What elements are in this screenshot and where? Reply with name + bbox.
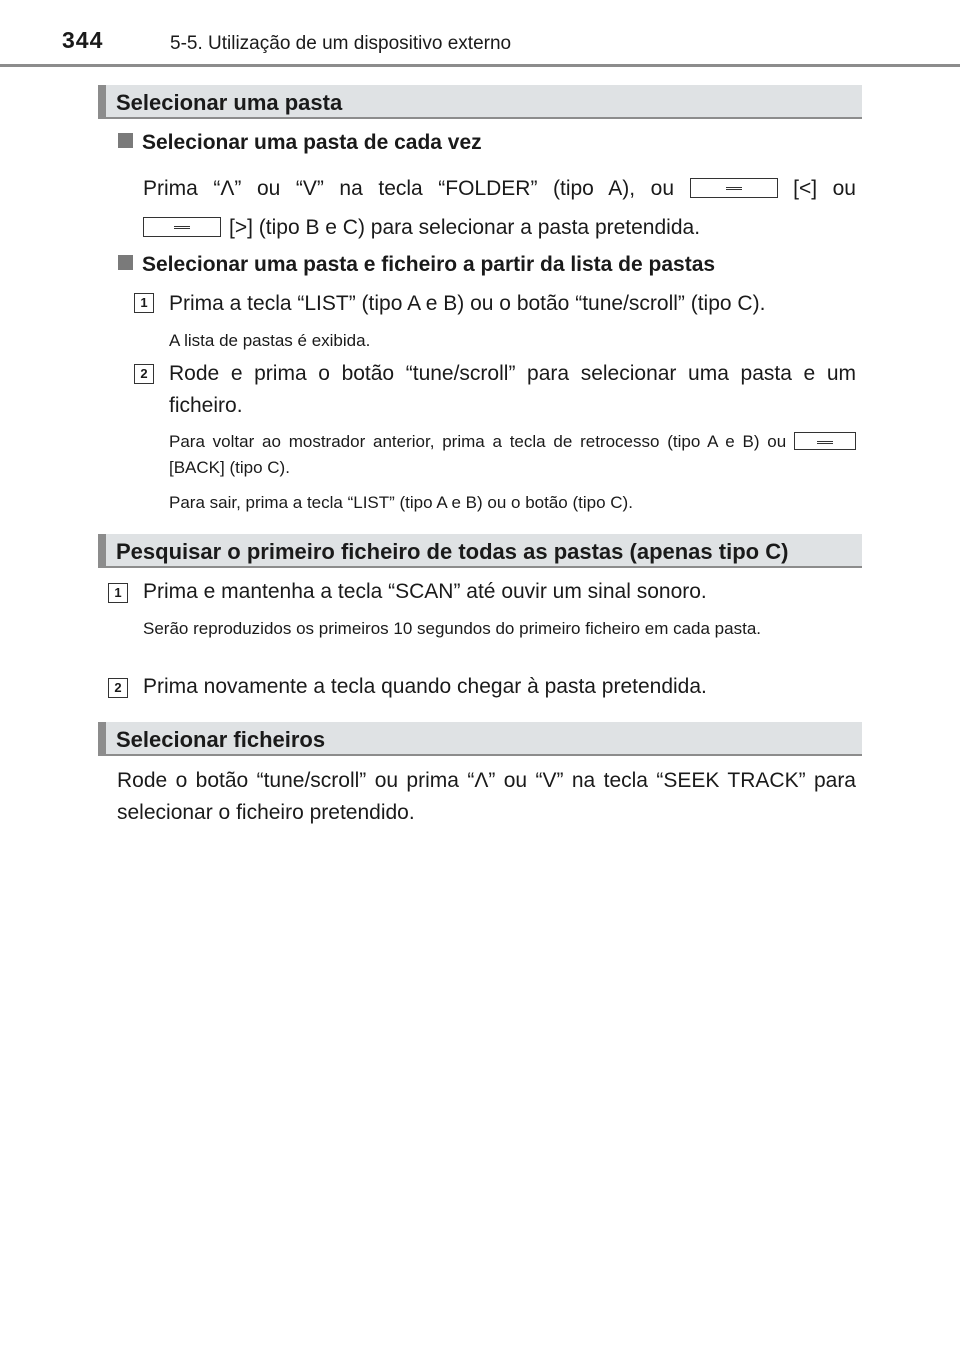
knob-button-icon bbox=[794, 432, 856, 450]
section-bar-select-folder bbox=[98, 85, 862, 119]
header-rule bbox=[0, 64, 960, 67]
subheading-text: Selecionar uma pasta e ficheiro a partir da lista de pastas bbox=[142, 253, 716, 276]
instruction-text: [>] (tipo B e C) para selecionar a pasta pretendida. bbox=[229, 216, 701, 239]
instruction-text: [<] ou bbox=[793, 177, 856, 200]
step-note: A lista de pastas é exibida. bbox=[169, 331, 371, 350]
note-text: Para voltar ao mostrador anterior, prima a tecla de retrocesso (tipo A e B) ou bbox=[169, 432, 787, 451]
subheading-one-at-a-time bbox=[118, 131, 482, 155]
step-text: Prima e mantenha a tecla “SCAN” até ouvir um sinal sonoro. bbox=[143, 580, 707, 603]
step-note: Para sair, prima a tecla “LIST” (tipo A e B) ou o botão (tipo C). bbox=[169, 493, 633, 512]
section-bar-search-first bbox=[98, 534, 862, 568]
section-title: Selecionar uma pasta bbox=[116, 90, 343, 115]
select-files-text: Rode o botão “tune/scroll” ou prima “Λ” ou “V” na tecla “SEEK TRACK” para selecionar o ficheiro pretendido. bbox=[117, 769, 856, 824]
page-number: 344 bbox=[62, 27, 104, 53]
step-text: Rode e prima o botão “tune/scroll” para selecionar uma pasta e um ficheiro. bbox=[169, 362, 856, 417]
chapter-title: 5-5. Utilização de um dispositivo externo bbox=[170, 33, 512, 54]
step-note bbox=[169, 429, 856, 481]
section-title: Pesquisar o primeiro ficheiro de todas as pastas (apenas tipo C) bbox=[116, 539, 789, 564]
square-bullet-icon bbox=[118, 133, 133, 148]
step-number-2: 2 bbox=[134, 364, 154, 384]
folder-instructions-line1 bbox=[143, 173, 856, 205]
note-text: [BACK] (tipo C). bbox=[169, 458, 290, 477]
section-title: Selecionar ficheiros bbox=[116, 727, 326, 752]
step-note: Serão reproduzidos os primeiros 10 segundos do primeiro ficheiro em cada pasta. bbox=[143, 619, 761, 638]
subheading-text: Selecionar uma pasta de cada vez bbox=[142, 131, 482, 154]
step-number-1: 1 bbox=[134, 293, 154, 313]
instruction-text: Prima “Λ” ou “V” na tecla “FOLDER” (tipo A), ou bbox=[143, 177, 674, 200]
folder-instructions-line2 bbox=[143, 212, 856, 244]
knob-button-icon bbox=[143, 217, 221, 237]
step-text: Prima a tecla “LIST” (tipo A e B) ou o botão “tune/scroll” (tipo C). bbox=[169, 292, 766, 315]
knob-button-icon bbox=[690, 178, 778, 198]
section-bar-select-files bbox=[98, 722, 862, 756]
step-number-1: 1 bbox=[108, 583, 128, 603]
step-text: Prima novamente a tecla quando chegar à pasta pretendida. bbox=[143, 675, 707, 698]
subheading-folder-list bbox=[118, 253, 715, 277]
square-bullet-icon bbox=[118, 255, 133, 270]
step-number-2: 2 bbox=[108, 678, 128, 698]
